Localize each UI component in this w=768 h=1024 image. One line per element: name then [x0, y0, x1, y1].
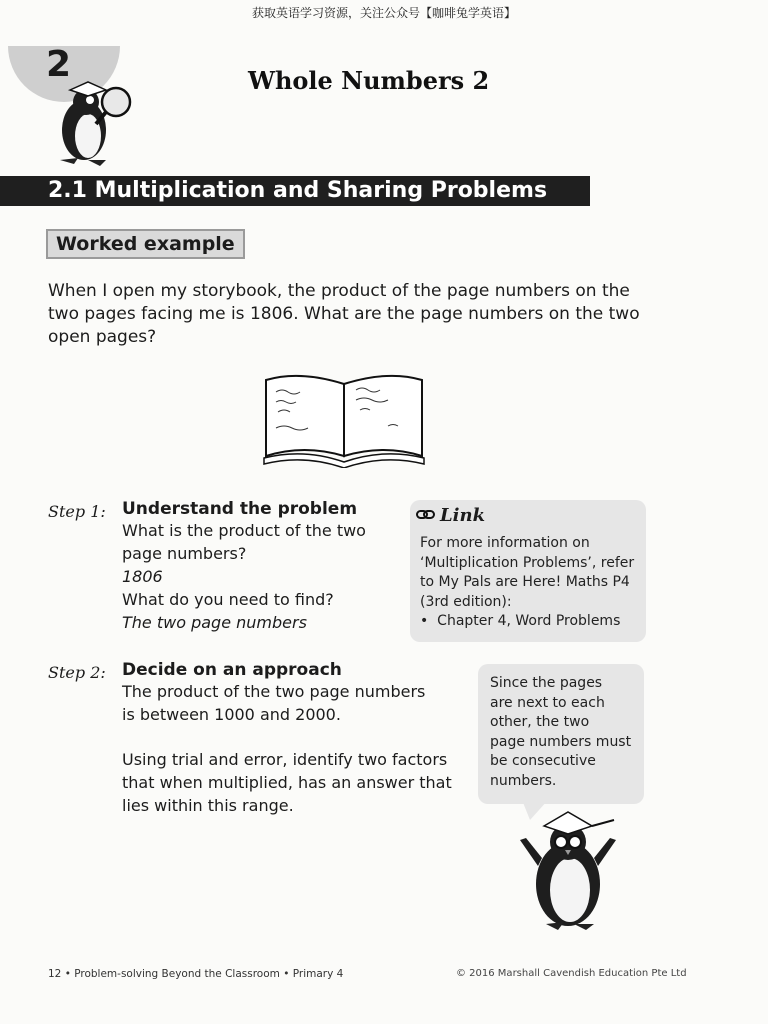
link-line: to My Pals are Here! Maths P4 — [420, 574, 630, 590]
footer-left: 12 • Problem-solving Beyond the Classroom • Primary 4 — [48, 968, 344, 980]
top-banner: 获取英语学习资源，关注公众号【咖啡兔学英语】 — [251, 6, 516, 20]
link-line: ‘Multiplication Problems’, refer — [420, 554, 635, 571]
link-text — [420, 534, 642, 632]
step2-text: The product of the two page numbers — [122, 682, 426, 701]
bullet-dot: • — [420, 613, 438, 629]
bubble-line: page numbers must — [490, 733, 632, 750]
bubble-line: other, the two — [490, 714, 590, 730]
penguin-graduate-icon — [516, 806, 622, 934]
step2-heading: Decide on an approach — [122, 660, 342, 680]
step1-question: What is the product of the two — [122, 521, 366, 540]
chapter-title: Whole Numbers 2 — [248, 66, 490, 95]
bubble-line: Since the pages — [490, 675, 603, 691]
step1-question: What do you need to find? — [122, 590, 334, 609]
footer-right: © 2016 Marshall Cavendish Education Pte Ltd — [456, 968, 687, 979]
step1-block — [122, 499, 402, 634]
link-line: (3rd edition): — [420, 593, 512, 610]
worked-example-label: Worked example — [46, 229, 245, 259]
chain-link-icon — [416, 508, 436, 522]
step1-question: page numbers? — [122, 544, 247, 563]
problem-line: When I open my storybook, the product of the page numbers on the — [48, 281, 630, 301]
problem-line: two pages facing me is 1806. What are the page numbers on the two — [48, 304, 640, 324]
step1-answer: 1806 — [122, 567, 163, 586]
bubble-line: numbers. — [490, 772, 557, 789]
step2-text: that when multiplied, has an answer that — [122, 773, 452, 792]
step2-text: Using trial and error, identify two factors — [122, 750, 448, 769]
open-book-icon — [260, 368, 428, 468]
step2-block — [122, 660, 472, 817]
step2-text: is between 1000 and 2000. — [122, 705, 341, 724]
step2-label: Step 2: — [48, 663, 106, 682]
bubble-line: be consecutive — [490, 753, 596, 769]
step1-heading: Understand the problem — [122, 499, 358, 519]
problem-line: open pages? — [48, 327, 157, 347]
chapter-number: 2 — [46, 44, 72, 85]
step2-text: lies within this range. — [122, 796, 294, 815]
link-bullet — [420, 612, 642, 632]
spacer — [122, 726, 472, 748]
step1-label: Step 1: — [48, 502, 106, 521]
step1-answer: The two page numbers — [122, 613, 307, 632]
bubble-text — [490, 674, 638, 791]
bubble-line: are next to each — [490, 694, 605, 711]
penguin-detective-icon — [48, 74, 138, 170]
link-title: Link — [440, 505, 486, 526]
link-line: For more information on — [420, 535, 590, 551]
problem-statement — [48, 280, 648, 349]
link-bullet-text: Chapter 4, Word Problems — [437, 613, 621, 629]
section-title: 2.1 Multiplication and Sharing Problems — [0, 176, 590, 206]
